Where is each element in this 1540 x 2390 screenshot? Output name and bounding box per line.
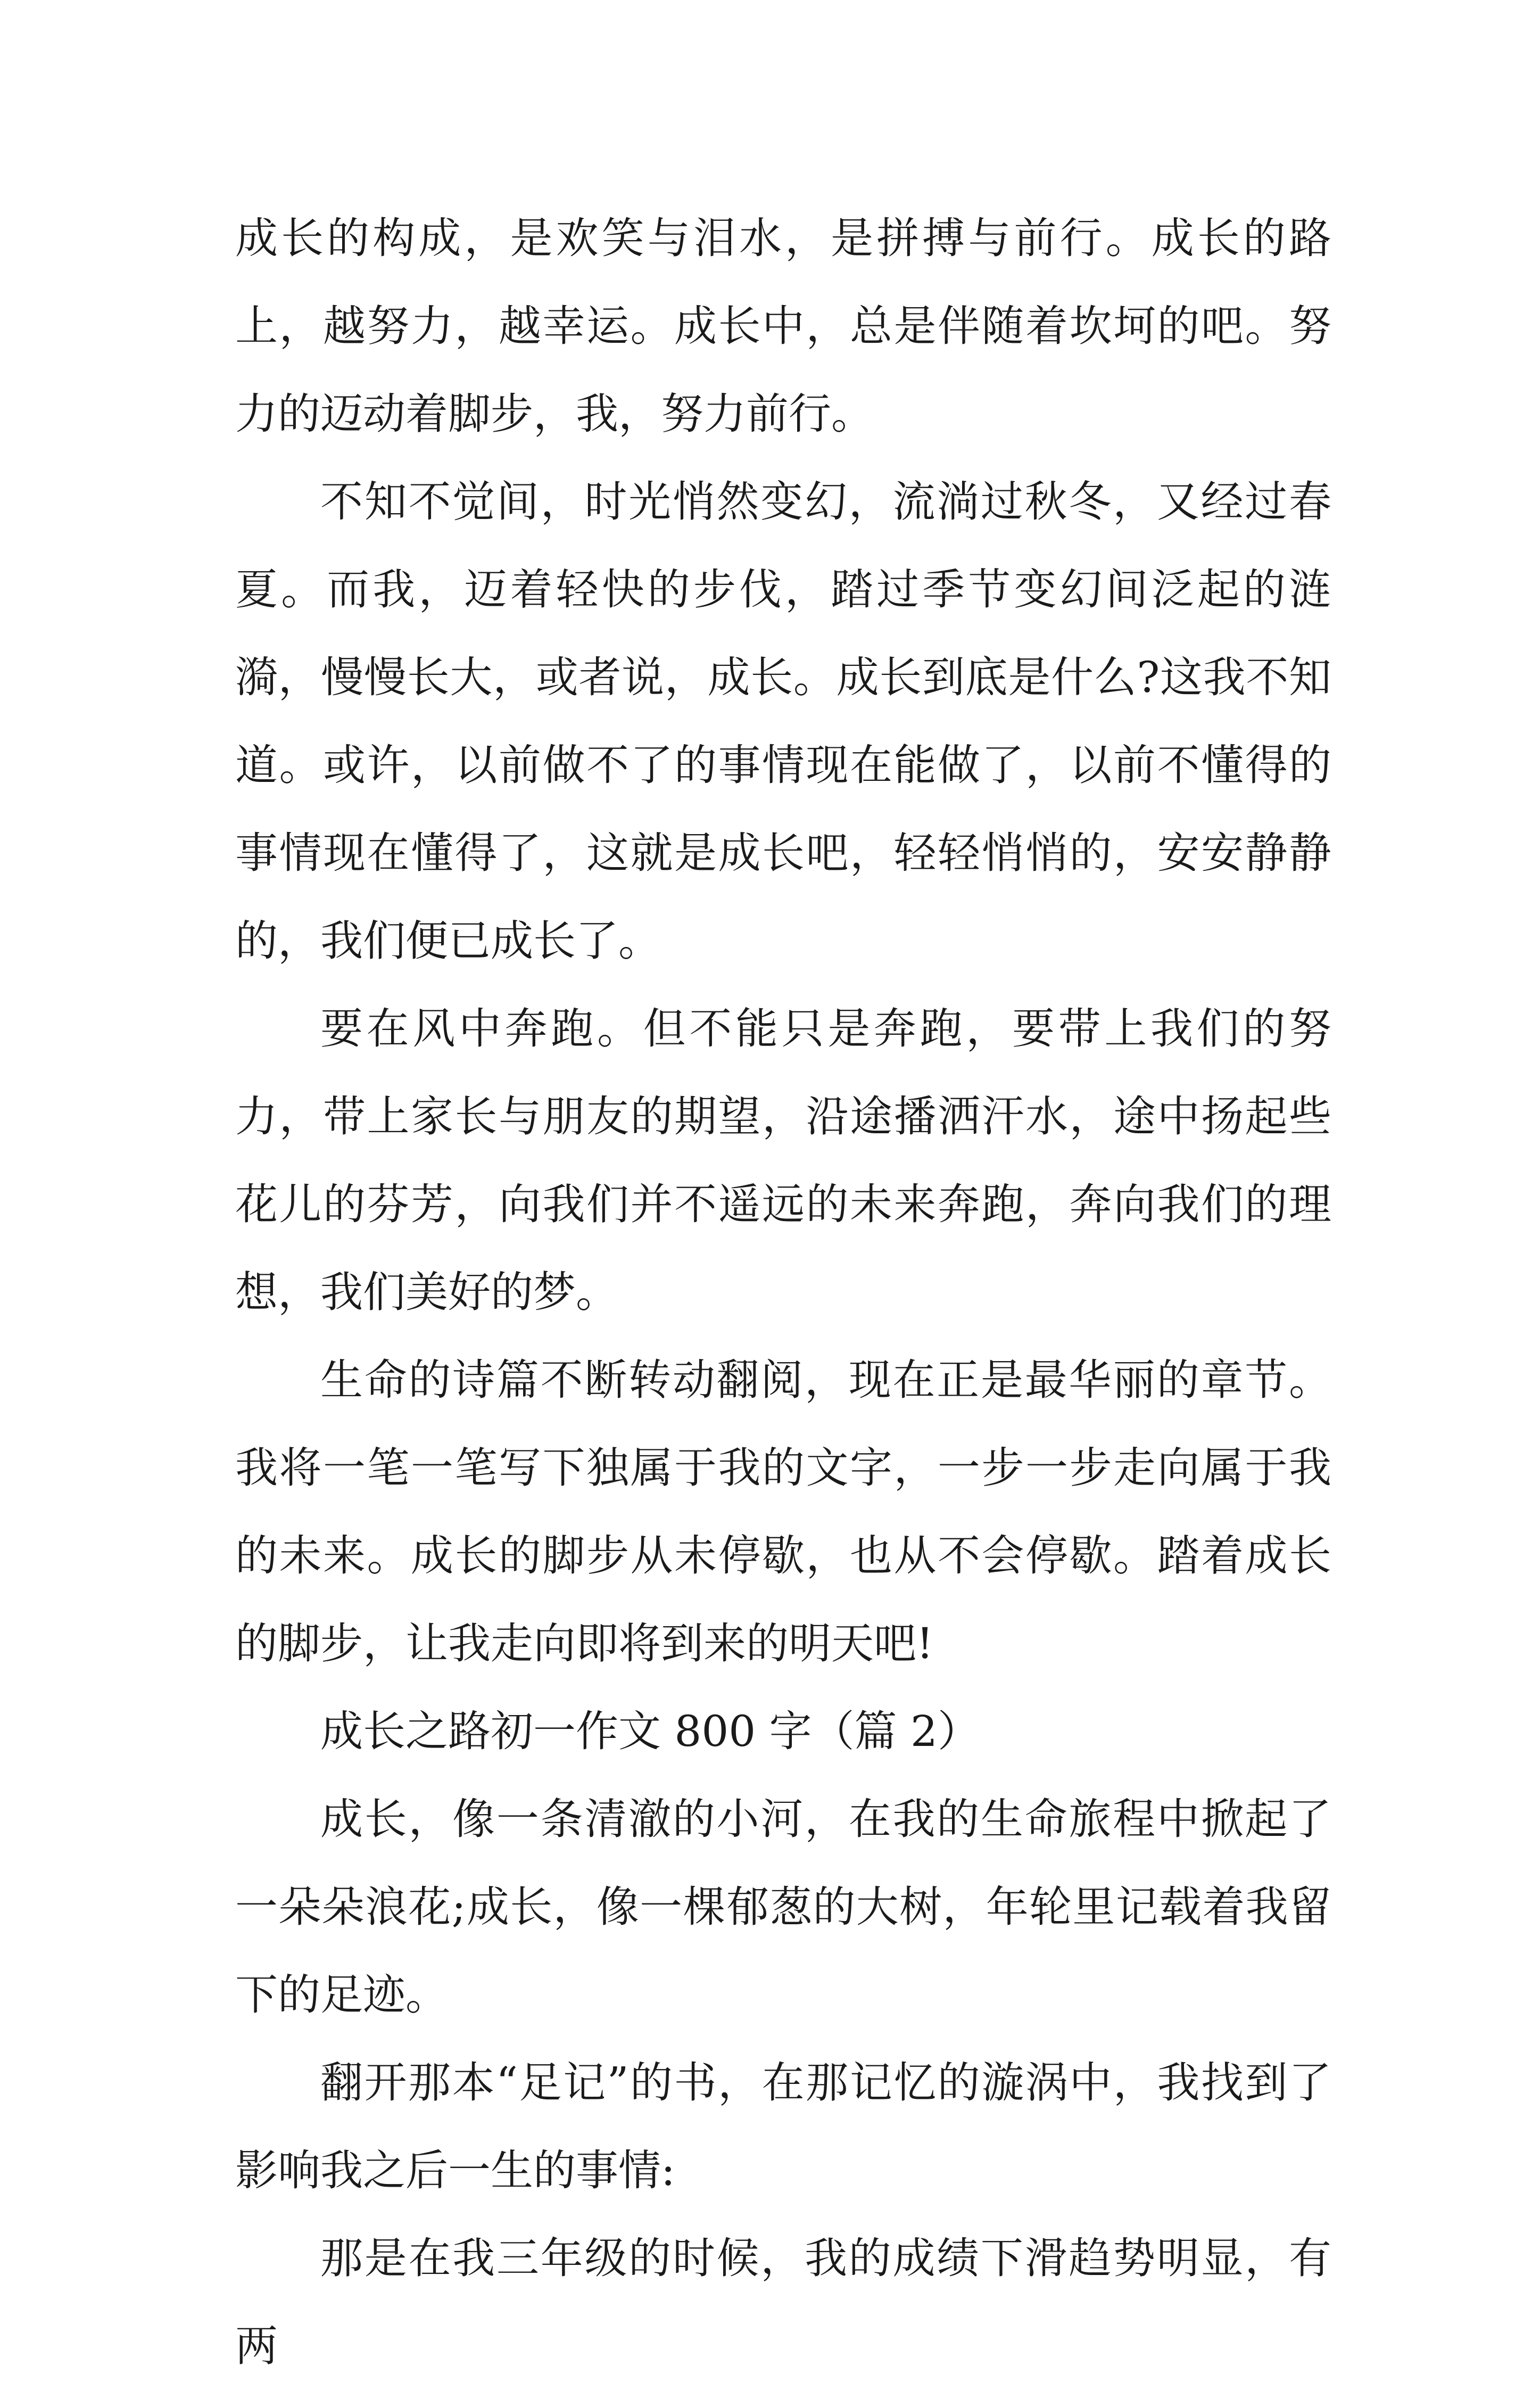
paragraph-7: 那是在我三年级的时候，我的成绩下滑趋势明显，有两 (235, 2234, 1331, 2371)
paragraph-1: 成长的构成，是欢笑与泪水，是拼搏与前行。成长的路上，越努力，越幸运。成长中，总是伴随着坎坷的吧。努力的迈动着脚步，我，努力前行。 (235, 213, 1331, 439)
paragraph-6: 翻开那本“足记”的书，在那记忆的漩涡中，我找到了影响我之后一生的事情: (235, 2058, 1331, 2195)
paragraph-2: 不知不觉间，时光悄然变幻，流淌过秋冬，又经过春夏。而我，迈着轻快的步伐，踏过季节变幻间泛起的涟漪，慢慢长大，或者说，成长。成长到底是什么?这我不知道。或许，以前做不了的事情现在能做了，以前不懂得的事情现在懂得了，这就是成长吧，轻轻悄悄的，安安静静的，我们便已成长了。 (235, 477, 1331, 966)
section-heading: 成长之路初一作文 800 字（篇 2） (320, 1707, 980, 1756)
paragraph-3: 要在风中奔跑。但不能只是奔跑，要带上我们的努力，带上家长与朋友的期望，沿途播洒汗水，途中扬起些花儿的芬芳，向我们并不遥远的未来奔跑，奔向我们的理想，我们美好的梦。 (235, 1004, 1331, 1317)
document-body (235, 194, 1331, 2390)
paragraph-4: 生命的诗篇不断转动翻阅，现在正是最华丽的章节。我将一笔一笔写下独属于我的文字，一步一步走向属于我的未来。成长的脚步从未停歇，也从不会停歇。踏着成长的脚步，让我走向即将到来的明天吧! (235, 1355, 1331, 1668)
paragraph-5: 成长，像一条清澈的小河，在我的生命旅程中掀起了一朵朵浪花;成长，像一棵郁葱的大树，年轮里记载着我留下的足迹。 (235, 1794, 1331, 2020)
